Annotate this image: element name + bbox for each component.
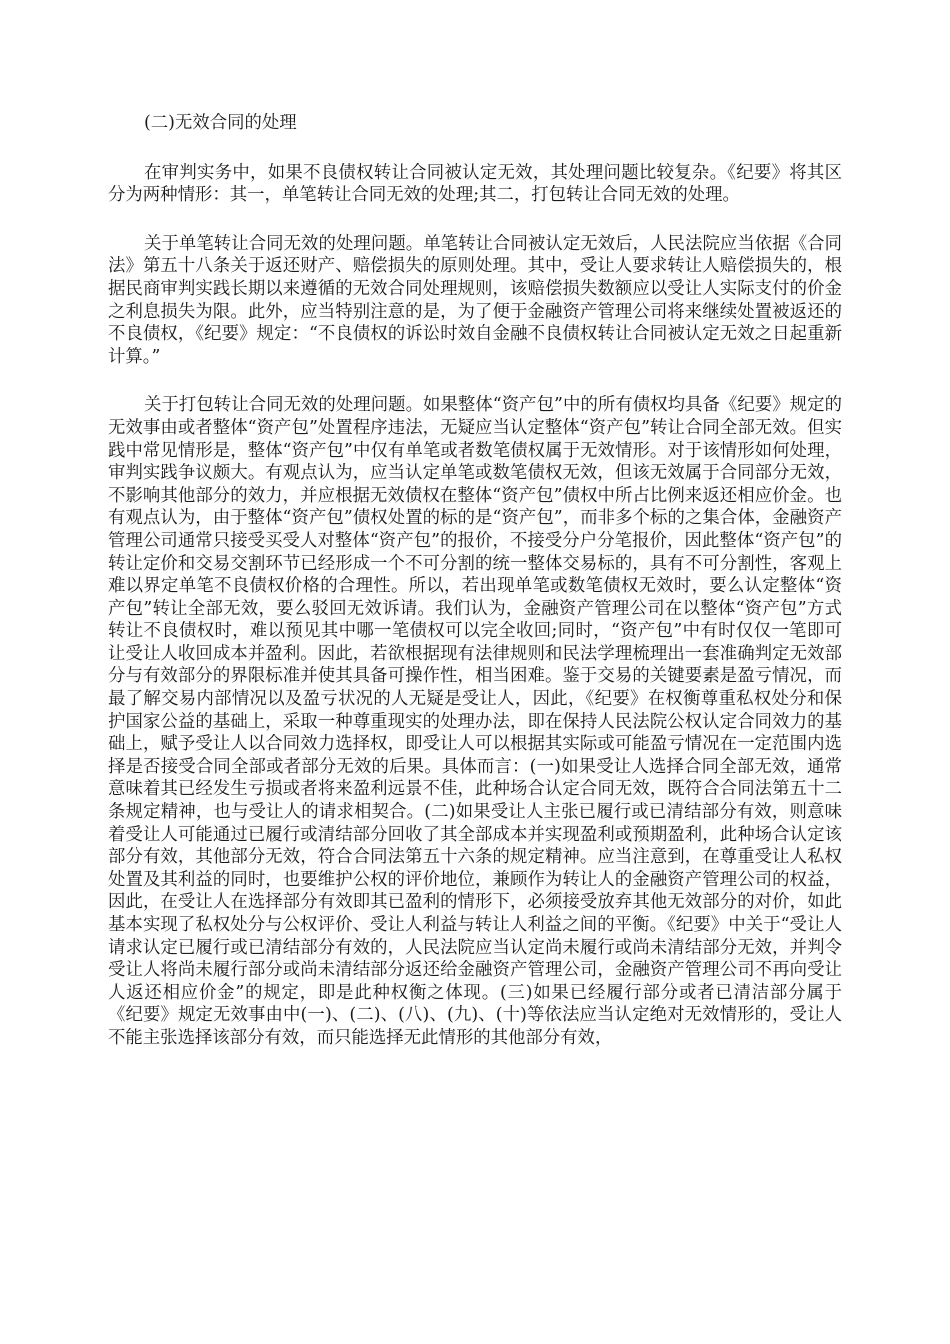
paragraph-package-transfer: 关于打包转让合同无效的处理问题。如果整体“资产包”中的所有债权均具备《纪要》规定的无效事由或者整体“资产包”处置程序违法，无疑应当认定整体“资产包”转让合同全部无效。但实践中常见情形是，整体“资产包”中仅有单笔或者数笔债权属于无效情形。对于该情形如何处理，审判实践争议颇大。有观点认为，应当认定单笔或数笔债权无效，但该无效属于合同部分无效，不影响其他部分的效力，并应根据无效债权在整体“资产包”债权中所占比例来返还相应价金。也有观点认为，由于整体“资产包”债权处置的标的是“资产包”，而非多个标的之集合体，金融资产管理公司通常只接受买受人对整体“资产包”的报价，不接受分户分笔报价，因此整体“资产包”的转让定价和交易交割环节已经形成一个不可分割的统一整体交易标的，具有不可分割性，客观上难以界定单笔不良债权价格的合理性。所以，若出现单笔或数笔债权无效时，要么认定整体“资产包”转让全部无效，要么驳回无效诉请。我们认为，金融资产管理公司在以整体“资产包”方式转让不良债权时，难以预见其中哪一笔债权可以完全收回;同时，“资产包”中有时仅仅一笔即可让受让人收回成本并盈利。因此，若欲根据现有法律规则和民法学理梳理出一套准确判定无效部分与有效部分的界限标准并使其具备可操作性，相当困难。鉴于交易的关键要素是盈亏情况，而最了解交易内部情况以及盈亏状况的人无疑是受让人，因此，《纪要》在权衡尊重私权处分和保护国家公益的基础上，采取一种尊重现实的处理办法，即在保持人民法院公权认定合同效力的基础上，赋予受让人以合同效力选择权，即受让人可以根据其实际或可能盈亏情况在一定范围内选择是否接受合同全部或者部分无效的后果。具体而言：(一)如果受让人选择合同全部无效，通常意味着其已经发生亏损或者将来盈利远景不佳，此种场合认定合同无效，既符合合同法第五十二条规定精神，也与受让人的请求相契合。(二)如果受让人主张已履行或已清结部分有效，则意味着受让人可能通过已履行或清结部分回收了其全部成本并实现盈利或预期盈利，此种场合认定该部分有效，其他部分无效，符合合同法第五十六条的规定精神。应当注意到，在尊重受让人私权处置及其利益的同时，也要维护公权的评价地位，兼顾作为转让人的金融资产管理公司的权益，因此，在受让人在选择部分有效即其已盈利的情形下，必须接受放弃其他无效部分的对价，如此基本实现了私权处分与公权评价、受让人利益与转让人利益之间的平衡。《纪要》中关于“受让人请求认定已履行或已清结部分有效的，人民法院应当认定尚未履行或尚未清结部分无效，并判令受让人将尚未履行部分或尚未清结部分返还给金融资产管理公司，金融资产管理公司不再向受让人返还相应价金”的规定，即是此种权衡之体现。(三)如果已经履行部分或者已清洁部分属于《纪要》规定无效事由中(一)、(二)、(八)、(九)、(十)等依法应当认定绝对无效情形的，受让人不能主张选择该部分有效，而只能选择无此情形的其他部分有效，: [108, 395, 842, 1048]
document-page: [108, 112, 842, 1050]
paragraph-invalid-contract-intro: 在审判实务中，如果不良债权转让合同被认定无效，其处理问题比较复杂。《纪要》将其区分为两种情形：其一，单笔转让合同无效的处理;其二，打包转让合同无效的处理。: [108, 162, 842, 206]
section-heading: (二)无效合同的处理: [144, 113, 297, 133]
paragraph-single-transfer: 关于单笔转让合同无效的处理问题。单笔转让合同被认定无效后，人民法院应当依据《合同法》第五十八条关于返还财产、赔偿损失的原则处理。其中，受让人要求转让人赔偿损失的，根据民商审判实践长期以来遵循的无效合同处理规则，该赔偿损失数额应以受让人实际支付的价金之利息损失为限。此外，应当特别注意的是，为了便于金融资产管理公司将来继续处置被返还的不良债权，《纪要》规定：“不良债权的诉讼时效自金融不良债权转让合同被认定无效之日起重新计算。”: [108, 233, 842, 367]
